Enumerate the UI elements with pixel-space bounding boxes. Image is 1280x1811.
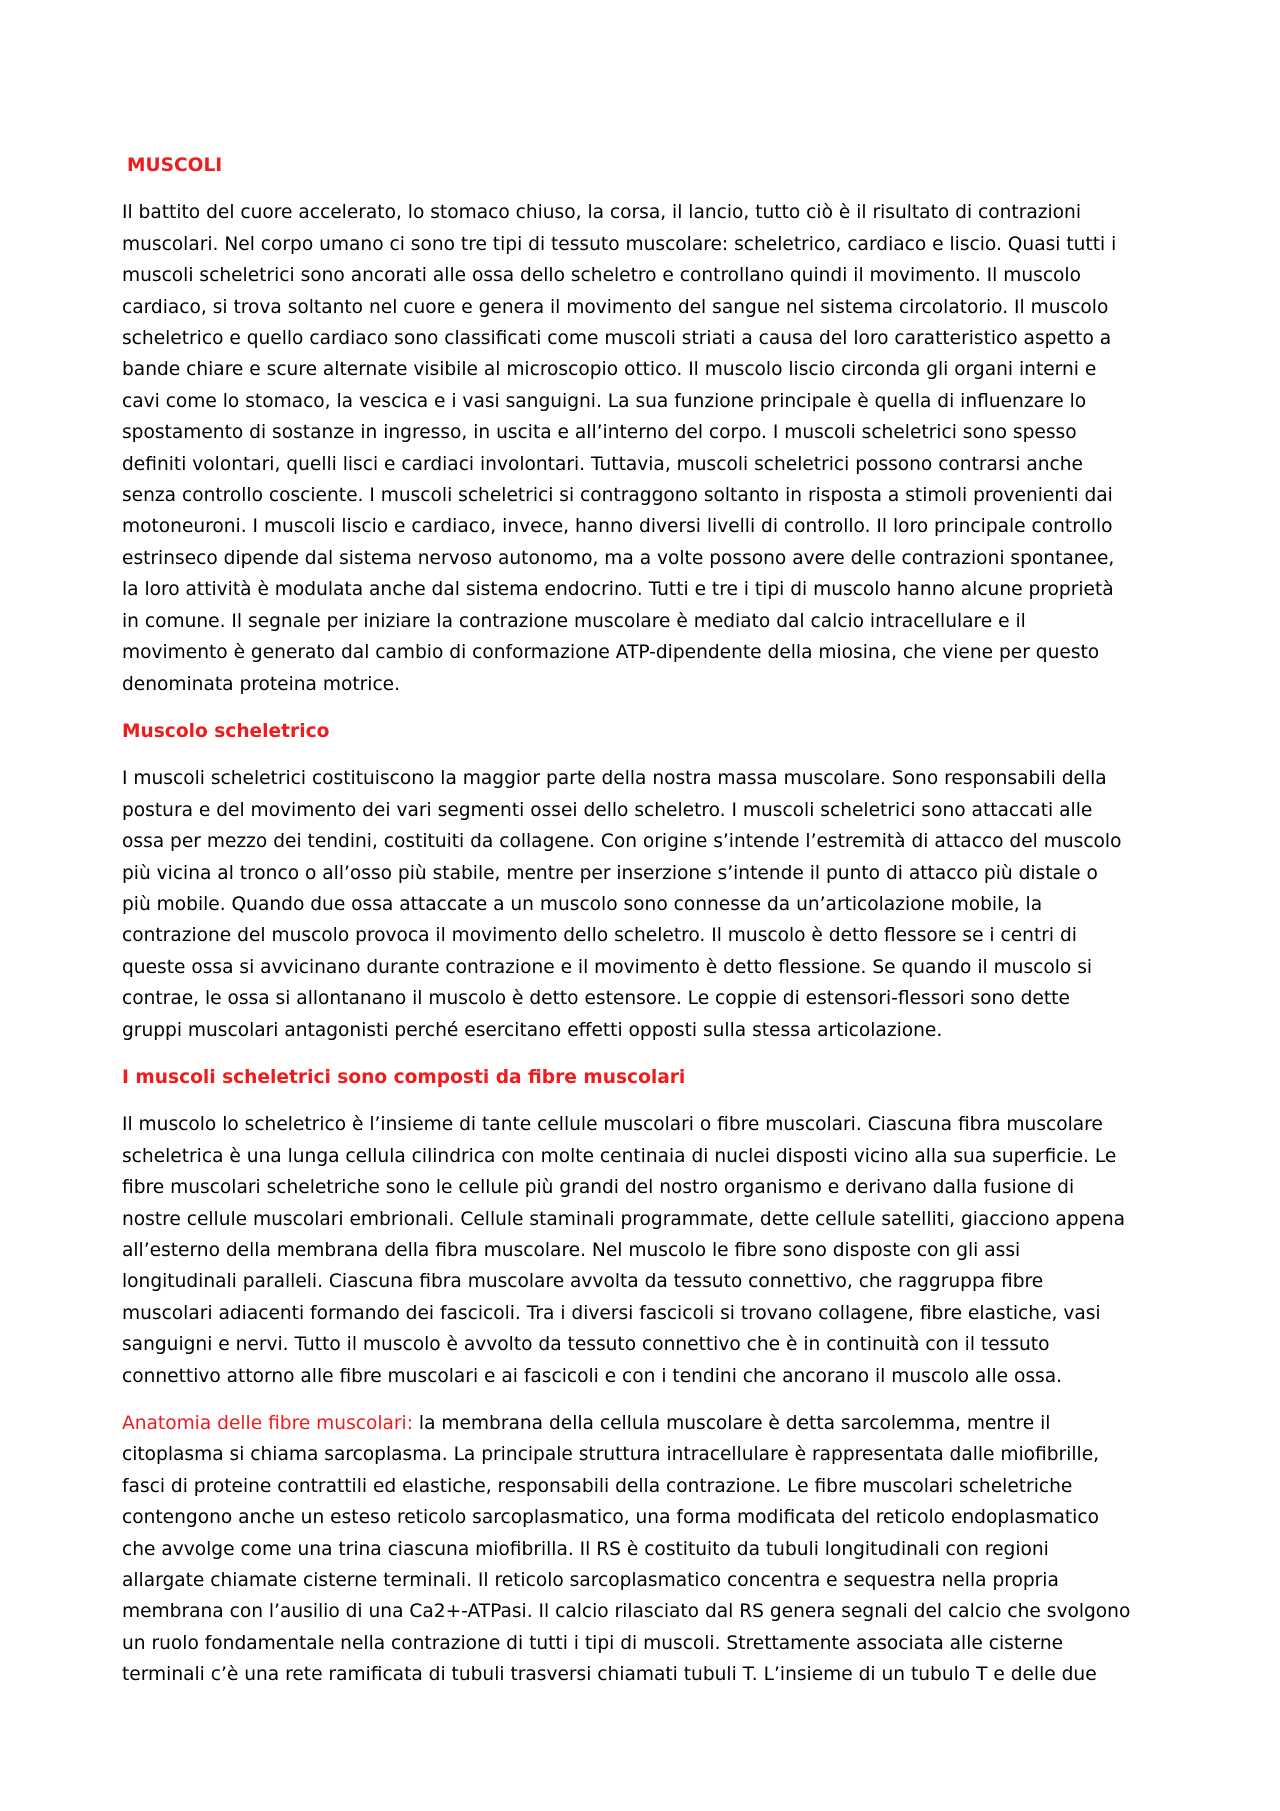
paragraph-line: gruppi muscolari antagonisti perché esercitano effetti opposti sulla stessa articolazione. bbox=[122, 1019, 943, 1041]
fiber-anatomy-first-line: la membrana della cellula muscolare è detta sarcolemma, mentre il bbox=[413, 1413, 1051, 1435]
fiber-anatomy-paragraph bbox=[122, 1408, 1162, 1691]
paragraph-line: estrinseco dipende dal sistema nervoso autonomo, ma a volte possono avere delle contrazioni spontanee, bbox=[122, 547, 1115, 569]
paragraph-line: che avvolge come una trina ciascuna miofibrilla. Il RS è costituito da tubuli longitudinali con regioni bbox=[122, 1538, 1049, 1560]
paragraph-line: senza controllo cosciente. I muscoli scheletrici si contraggono soltanto in risposta a stimoli provenienti dai bbox=[122, 485, 1113, 507]
paragraph-line: membrana con l’ausilio di una Ca2+-ATPasi. Il calcio rilasciato dal RS genera segnali del calcio che svolgono bbox=[122, 1601, 1131, 1623]
paragraph-line: fasci di proteine contrattili ed elastiche, responsabili della contrazione. Le fibre muscolari scheletriche bbox=[122, 1475, 1073, 1497]
paragraph-line: ossa per mezzo dei tendini, costituiti da collagene. Con origine s’intende l’estremità di attacco del muscolo bbox=[122, 831, 1122, 853]
paragraph-line: muscolari adiacenti formando dei fascicoli. Tra i diversi fascicoli si trovano collagene, fibre elastiche, vasi bbox=[122, 1302, 1101, 1324]
paragraph-line: spostamento di sostanze in ingresso, in uscita e all’interno del corpo. I muscoli scheletrici sono spesso bbox=[122, 422, 1077, 444]
section-heading-skeletal-muscle: Muscolo scheletrico bbox=[122, 720, 330, 742]
paragraph-line: all’esterno della membrana della fibra muscolare. Nel muscolo le fibre sono disposte con gli assi bbox=[122, 1240, 1021, 1261]
paragraph-line: queste ossa si avvicinano durante contrazione e il movimento è detto flessione. Se quando il muscolo si bbox=[122, 956, 1093, 978]
paragraph-line: citoplasma si chiama sarcoplasma. La principale struttura intracellulare è rappresentata dalle miofibrille, bbox=[122, 1444, 1100, 1466]
paragraph-line: muscoli scheletrici sono ancorati alle ossa dello scheletro e controllano quindi il movimento. Il muscolo bbox=[122, 265, 1081, 287]
document-title: MUSCOLI bbox=[127, 155, 223, 176]
paragraph-line: scheletrico e quello cardiaco sono classificati come muscoli striati a causa del loro caratteristico aspetto a bbox=[122, 328, 1112, 350]
paragraph-line: più mobile. Quando due ossa attaccate a un muscolo sono connesse da un’articolazione mobile, la bbox=[122, 893, 1043, 915]
paragraph-line: Il muscolo lo scheletrico è l’insieme di tante cellule muscolari o fibre muscolari. Ciascuna fibra muscolare bbox=[122, 1114, 1103, 1136]
paragraph-line: muscolari. Nel corpo umano ci sono tre tipi di tessuto muscolare: scheletrico, cardiaco e liscio. Quasi tutti i bbox=[122, 233, 1117, 255]
paragraph-line: contrazione del muscolo provoca il movimento dello scheletro. Il muscolo è detto flessore se i centri di bbox=[122, 925, 1077, 947]
section-heading-muscle-fibers: I muscoli scheletrici sono composti da fibre muscolari bbox=[122, 1066, 686, 1088]
paragraph-line: contengono anche un esteso reticolo sarcoplasmatico, una forma modificata del reticolo endoplasmatico bbox=[122, 1507, 1099, 1529]
paragraph-line: bande chiare e scure alternate visibile al microscopio ottico. Il muscolo liscio circonda gli organi interni e bbox=[122, 359, 1097, 381]
paragraph-line: postura e del movimento dei vari segmenti ossei dello scheletro. I muscoli scheletrici sono attaccati alle bbox=[122, 799, 1093, 821]
paragraph-line: denominata proteina motrice. bbox=[122, 673, 401, 695]
paragraph-line: motoneuroni. I muscoli liscio e cardiaco, invece, hanno diversi livelli di controllo. Il loro principale controllo bbox=[122, 516, 1113, 538]
paragraph-line: allargate chiamate cisterne terminali. Il reticolo sarcoplasmatico concentra e sequestra nella propria bbox=[122, 1570, 1059, 1592]
paragraph-line: sanguigni e nervi. Tutto il muscolo è avvolto da tessuto connettivo che è in continuità con il tessuto bbox=[122, 1334, 1050, 1356]
paragraph-line: in comune. Il segnale per iniziare la contrazione muscolare è mediato dal calcio intracellulare e il bbox=[122, 610, 1026, 632]
paragraph-line: un ruolo fondamentale nella contrazione di tutti i tipi di muscoli. Strettamente associata alle cisterne bbox=[122, 1632, 1064, 1654]
paragraph-line: fibre muscolari scheletriche sono le cellule più grandi del nostro organismo e derivano dalla fusione di bbox=[122, 1177, 1075, 1199]
paragraph-line: movimento è generato dal cambio di conformazione ATP-dipendente della miosina, che viene per questo bbox=[122, 642, 1100, 664]
intro-paragraph bbox=[122, 197, 1162, 700]
paragraph-line: scheletrica è una lunga cellula cilindrica con molte centinaia di nuclei disposti vicino alla sua superficie. Le bbox=[122, 1145, 1117, 1167]
paragraph-line: contrae, le ossa si allontanano il muscolo è detto estensore. Le coppie di estensori-flessori sono dette bbox=[122, 988, 1070, 1010]
paragraph-line: nostre cellule muscolari embrionali. Cellule staminali programmate, dette cellule satelliti, giacciono appena bbox=[122, 1208, 1125, 1230]
inline-heading-fiber-anatomy: Anatomia delle fibre muscolari: bbox=[122, 1413, 413, 1435]
paragraph-line: I muscoli scheletrici costituiscono la maggior parte della nostra massa muscolare. Sono responsabili della bbox=[122, 768, 1107, 790]
paragraph-line: Il battito del cuore accelerato, lo stomaco chiuso, la corsa, il lancio, tutto ciò è il risultato di contrazioni bbox=[122, 202, 1081, 224]
document-body bbox=[122, 150, 1162, 1707]
paragraph-line: cardiaco, si trova soltanto nel cuore e genera il movimento del sangue nel sistema circolatorio. Il muscolo bbox=[122, 296, 1109, 318]
paragraph-line: più vicina al tronco o all’osso più stabile, mentre per inserzione s’intende il punto di attacco più distale o bbox=[122, 862, 1098, 884]
skeletal-muscle-paragraph bbox=[122, 763, 1162, 1046]
paragraph-line: terminali c’è una rete ramificata di tubuli trasversi chiamati tubuli T. L’insieme di un tubulo T e delle due bbox=[122, 1664, 1097, 1686]
paragraph-line: connettivo attorno alle fibre muscolari e ai fascicoli e con i tendini che ancorano il muscolo alle ossa. bbox=[122, 1365, 1063, 1387]
paragraph-line: longitudinali paralleli. Ciascuna fibra muscolare avvolta da tessuto connettivo, che raggruppa fibre bbox=[122, 1271, 1044, 1293]
paragraph-line bbox=[122, 1408, 1162, 1439]
paragraph-line: cavi come lo stomaco, la vescica e i vasi sanguigni. La sua funzione principale è quella di influenzare lo bbox=[122, 390, 1087, 412]
muscle-fibers-paragraph bbox=[122, 1109, 1162, 1392]
paragraph-line: la loro attività è modulata anche dal sistema endocrino. Tutti e tre i tipi di muscolo hanno alcune proprietà bbox=[122, 579, 1114, 601]
paragraph-line: definiti volontari, quelli lisci e cardiaci involontari. Tuttavia, muscoli scheletrici possono contrarsi anche bbox=[122, 453, 1083, 475]
